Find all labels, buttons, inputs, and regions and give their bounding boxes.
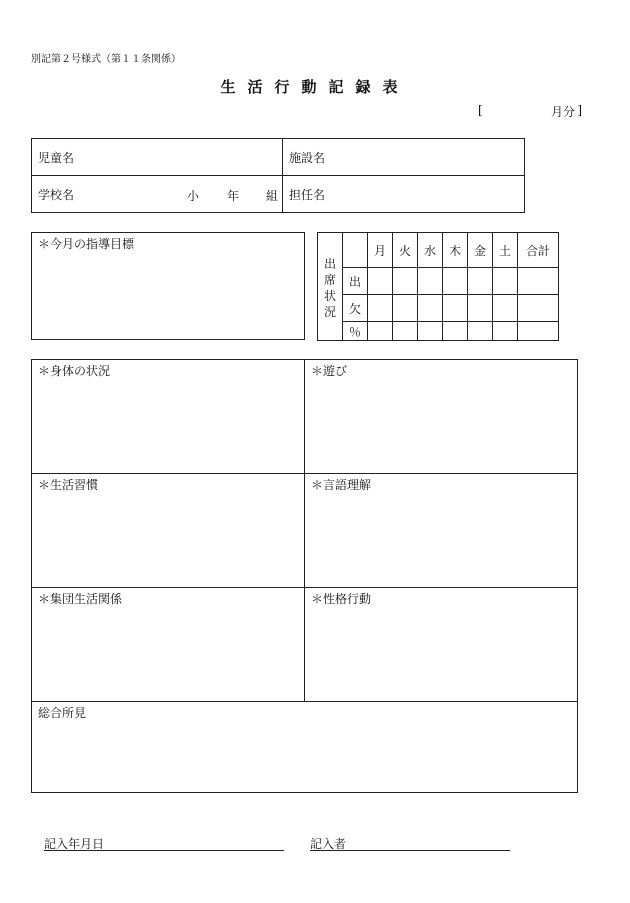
child-name-label: 児童名 xyxy=(38,150,75,165)
attendance-cell[interactable] xyxy=(443,268,468,295)
body-condition-label: ＊身体の状況 xyxy=(38,364,111,378)
row-label-percent: ％ xyxy=(343,322,368,341)
body-condition-field[interactable] xyxy=(32,360,305,474)
row-label-absent: 欠 xyxy=(343,295,368,322)
group-life-field[interactable] xyxy=(32,588,305,702)
attendance-cell[interactable] xyxy=(518,295,559,322)
day-header-sat: 土 xyxy=(493,233,518,268)
school-level-label: 小 xyxy=(187,189,200,203)
attendance-corner-cell xyxy=(343,233,368,268)
school-name-label: 学校名 xyxy=(38,187,75,202)
attendance-cell[interactable] xyxy=(368,322,393,341)
attendance-cell[interactable] xyxy=(368,295,393,322)
attendance-cell[interactable] xyxy=(468,322,493,341)
attendance-table xyxy=(317,232,559,341)
day-header-wed: 水 xyxy=(418,233,443,268)
life-habits-label: ＊生活習慣 xyxy=(38,478,99,492)
teacher-name-label: 担任名 xyxy=(289,187,326,202)
overall-remarks-label: 総合所見 xyxy=(38,706,87,720)
entered-by-label: 記入者 xyxy=(310,837,347,851)
monthly-goal-label: ＊今月の指導目標 xyxy=(38,237,135,251)
month-field[interactable] xyxy=(478,103,582,119)
class-label: 組 xyxy=(266,189,279,203)
month-label: 月分 xyxy=(550,105,575,119)
language-label: ＊言語理解 xyxy=(311,478,372,492)
day-header-total: 合計 xyxy=(518,233,559,268)
row-label-present: 出 xyxy=(343,268,368,295)
day-header-mon: 月 xyxy=(368,233,393,268)
group-life-label: ＊集団生活関係 xyxy=(38,592,123,606)
attendance-cell[interactable] xyxy=(493,268,518,295)
attendance-cell[interactable] xyxy=(518,268,559,295)
form-caption: 別記第２号様式（第１１条関係） xyxy=(31,54,181,65)
info-table xyxy=(31,138,525,213)
facility-name-field[interactable] xyxy=(283,139,525,176)
overall-remarks-field[interactable] xyxy=(32,702,578,793)
attendance-cell[interactable] xyxy=(418,268,443,295)
attendance-cell[interactable] xyxy=(468,295,493,322)
entered-by-field[interactable] xyxy=(310,835,510,851)
monthly-goal-field[interactable] xyxy=(31,232,305,340)
entry-date-field[interactable] xyxy=(44,835,284,851)
attendance-cell[interactable] xyxy=(443,295,468,322)
child-name-field[interactable] xyxy=(32,139,283,176)
grade-label: 年 xyxy=(227,189,240,203)
month-close-bracket: ] xyxy=(577,103,582,117)
attendance-side-text: 出席状況 xyxy=(323,256,336,319)
language-field[interactable] xyxy=(305,474,578,588)
life-habits-field[interactable] xyxy=(32,474,305,588)
attendance-cell[interactable] xyxy=(368,268,393,295)
play-label: ＊遊び xyxy=(311,364,348,378)
entry-date-label: 記入年月日 xyxy=(44,837,105,851)
facility-name-label: 施設名 xyxy=(289,150,326,165)
attendance-cell[interactable] xyxy=(393,322,418,341)
attendance-cell[interactable] xyxy=(418,322,443,341)
month-open-bracket: [ xyxy=(478,103,483,117)
teacher-name-field[interactable] xyxy=(283,176,525,213)
attendance-cell[interactable] xyxy=(393,295,418,322)
day-header-thu: 木 xyxy=(443,233,468,268)
attendance-cell[interactable] xyxy=(493,295,518,322)
day-header-tue: 火 xyxy=(393,233,418,268)
attendance-cell[interactable] xyxy=(493,322,518,341)
attendance-cell[interactable] xyxy=(393,268,418,295)
attendance-cell[interactable] xyxy=(418,295,443,322)
play-field[interactable] xyxy=(305,360,578,474)
page-title: 生活行動記録表 xyxy=(220,78,410,96)
attendance-cell[interactable] xyxy=(443,322,468,341)
personality-field[interactable] xyxy=(305,588,578,702)
school-name-field[interactable] xyxy=(32,176,283,213)
attendance-side-label xyxy=(318,233,343,341)
attendance-cell[interactable] xyxy=(518,322,559,341)
personality-label: ＊性格行動 xyxy=(311,592,372,606)
day-header-fri: 金 xyxy=(468,233,493,268)
observation-grid xyxy=(31,359,578,793)
attendance-cell[interactable] xyxy=(468,268,493,295)
